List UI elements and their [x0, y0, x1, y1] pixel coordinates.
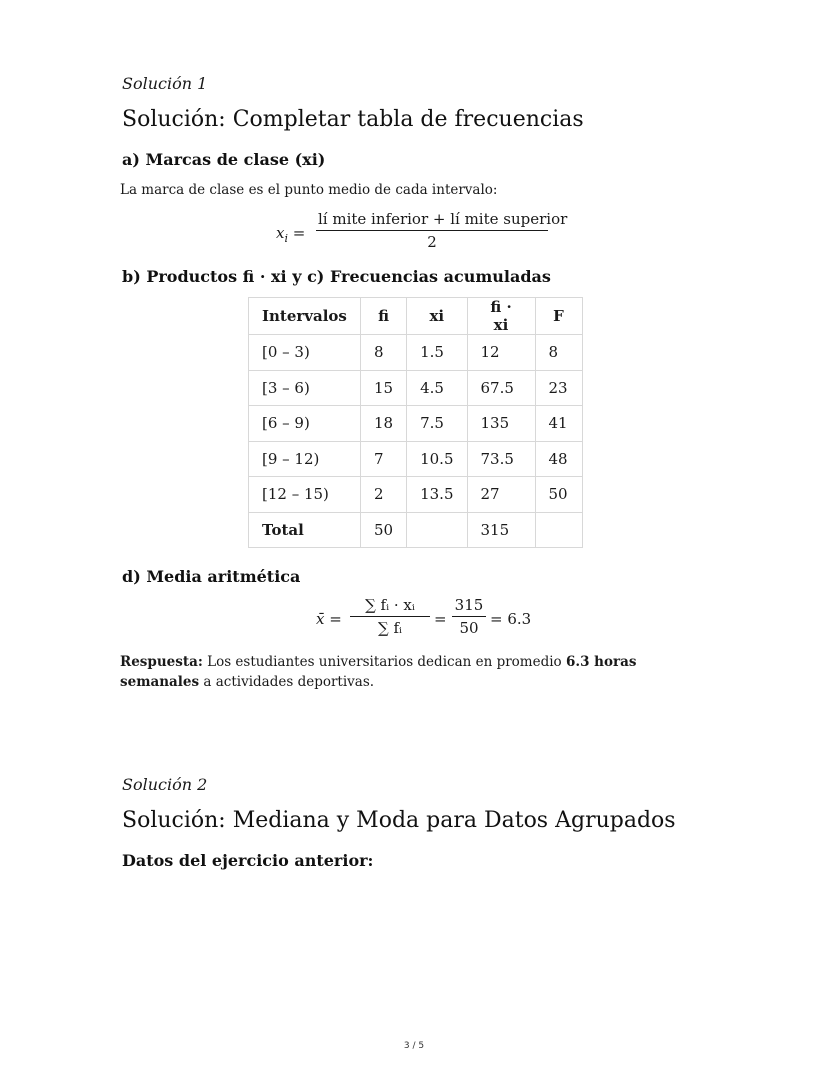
- cell: 50: [535, 477, 582, 513]
- cell: 10.5: [407, 441, 467, 477]
- cell: 12: [467, 335, 535, 371]
- mean-formula: x̄ = ∑ fᵢ · xᵢ ∑ fᵢ = 315 50 = 6.3: [316, 596, 532, 637]
- cell: 27: [467, 477, 535, 513]
- header-fi-xi: fi · xi: [467, 298, 535, 335]
- section-b-heading: b) Productos fi · xi y c) Frecuencias acumuladas: [122, 267, 551, 286]
- answer-text-1: Los estudiantes universitarios dedican en promedio: [202, 654, 566, 670]
- table-row: [249, 370, 583, 406]
- cell: [12 – 15): [249, 477, 361, 513]
- formula-denominator: 2: [427, 233, 437, 251]
- table-row: [249, 335, 583, 371]
- answer-text-2: a actividades deportivas.: [199, 674, 375, 690]
- formula-numerator: lí mite inferior + lí mite superior: [318, 210, 568, 228]
- header-xi: xi: [407, 298, 467, 335]
- table-row: [249, 406, 583, 442]
- mean-denominator: ∑ fᵢ: [377, 619, 403, 637]
- answer-label: Respuesta:: [120, 654, 203, 670]
- mean-value-denominator: 50: [459, 619, 479, 637]
- section-d-heading: d) Media aritmética: [122, 567, 301, 586]
- solution-1-label: Solución 1: [122, 74, 208, 93]
- mean-symbol: x̄ =: [316, 610, 342, 628]
- solution-2-label: Solución 2: [122, 775, 208, 794]
- cell: 23: [535, 370, 582, 406]
- cell: [9 – 12): [249, 441, 361, 477]
- cell: 15: [361, 370, 407, 406]
- table-row: [249, 441, 583, 477]
- formula-lhs: $x_i$ =: [276, 224, 306, 245]
- total-fi-xi: 315: [467, 512, 535, 548]
- cell: [3 – 6): [249, 370, 361, 406]
- section-a-heading: a) Marcas de clase (xi): [122, 150, 326, 169]
- header-fi: fi: [361, 298, 407, 335]
- class-mark-formula: [276, 210, 566, 256]
- answer-highlight: 6.3 horas semanales: [120, 654, 637, 690]
- cell: [6 – 9): [249, 406, 361, 442]
- cell: 8: [361, 335, 407, 371]
- mean-value-numerator: 315: [454, 596, 484, 614]
- cell: 18: [361, 406, 407, 442]
- mean-symbolic-fraction: [350, 596, 430, 637]
- solution-2-subheading: Datos del ejercicio anterior:: [122, 851, 374, 870]
- cell: 4.5: [407, 370, 467, 406]
- total-F: [535, 512, 582, 548]
- table-row: [249, 477, 583, 513]
- cell: 7.5: [407, 406, 467, 442]
- mean-numerator: ∑ fᵢ · xᵢ: [365, 596, 415, 614]
- cell: 135: [467, 406, 535, 442]
- cell: 1.5: [407, 335, 467, 371]
- page-number: 3 / 5: [403, 1041, 425, 1051]
- mean-result: = 6.3: [490, 610, 532, 628]
- total-xi: [407, 512, 467, 548]
- answer-paragraph: [120, 652, 700, 692]
- total-fi: 50: [361, 512, 407, 548]
- mean-value-fraction: [452, 596, 486, 637]
- header-intervalos: Intervalos: [249, 298, 361, 335]
- total-label: Total: [249, 512, 361, 548]
- frequency-table: [248, 297, 583, 548]
- formula-fraction: [316, 210, 568, 251]
- solution-1-title: Solución: Completar tabla de frecuencias: [122, 107, 584, 132]
- cell: 48: [535, 441, 582, 477]
- cell: 13.5: [407, 477, 467, 513]
- cell: 67.5: [467, 370, 535, 406]
- cell: 2: [361, 477, 407, 513]
- cell: 73.5: [467, 441, 535, 477]
- cell: 8: [535, 335, 582, 371]
- section-a-text: La marca de clase es el punto medio de cada intervalo:: [120, 182, 498, 198]
- table-header-row: [249, 298, 583, 335]
- header-F: F: [535, 298, 582, 335]
- cell: 7: [361, 441, 407, 477]
- cell: 41: [535, 406, 582, 442]
- cell: [0 – 3): [249, 335, 361, 371]
- table-total-row: [249, 512, 583, 548]
- solution-2-title: Solución: Mediana y Moda para Datos Agrupados: [122, 808, 676, 833]
